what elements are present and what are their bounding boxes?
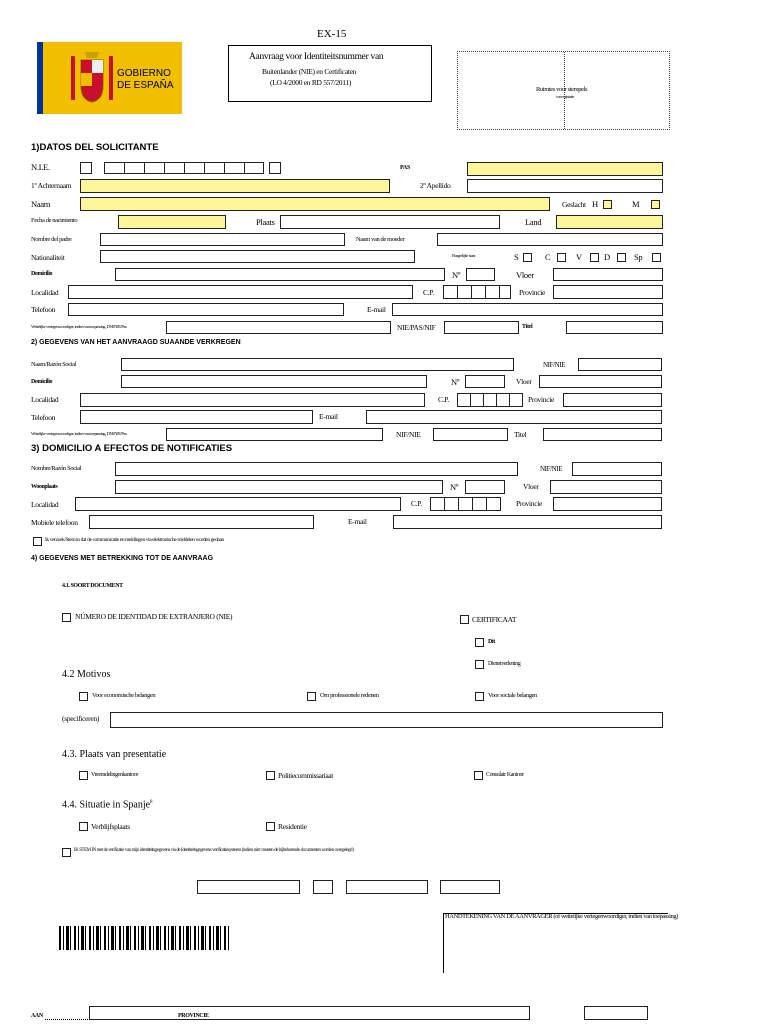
date-year-input[interactable] — [440, 880, 500, 894]
nie-pas-nif-label: NIE/PAS/NIF — [397, 323, 436, 332]
staat-sp-label: Sp — [634, 252, 643, 262]
s3-email-input[interactable] — [393, 515, 662, 529]
motivo-economisch-checkbox[interactable] — [79, 692, 88, 701]
date-day-input[interactable] — [313, 880, 333, 894]
s2-provincie-label: Provincie — [528, 395, 555, 404]
geslacht-m-checkbox[interactable] — [651, 200, 660, 209]
achternaam-input[interactable] — [80, 179, 390, 193]
naam-moeder-input[interactable] — [437, 233, 663, 246]
s2-naam-input[interactable] — [121, 358, 514, 371]
naam-label: Naam — [31, 199, 51, 209]
staat-s-checkbox[interactable] — [523, 253, 532, 262]
instemming-checkbox[interactable] — [62, 848, 71, 857]
footer-right-label: PROVINCIE — [178, 1013, 209, 1019]
signature-box[interactable] — [443, 913, 668, 973]
s2-no-label: Nº — [451, 377, 460, 387]
no-label: Nº — [452, 270, 461, 280]
cert-b-checkbox[interactable] — [475, 660, 484, 669]
s2-email-label: E-mail — [319, 412, 338, 421]
vloer-label: Vloer — [516, 270, 534, 280]
geboortedatum-input[interactable] — [118, 215, 226, 229]
geslacht-h-checkbox[interactable] — [603, 200, 612, 209]
stamp-sublabel: voor registratie — [556, 94, 574, 99]
apellido2-input[interactable] — [467, 179, 663, 193]
titel-input[interactable] — [566, 321, 663, 334]
cert-b-label: Dienstverlening — [488, 661, 521, 667]
s3-localidad-input[interactable] — [75, 497, 401, 511]
s3-localidad-label: Localidad — [31, 500, 59, 509]
stamp-box — [457, 51, 670, 130]
nie-option-label: NÚMERO DE IDENTIDAD DE EXTRANJERO (NIE) — [75, 612, 233, 621]
nie-label: N.I.E. — [31, 162, 50, 172]
header-line1: Aanvraag voor Identiteitsnummer van — [249, 52, 384, 62]
footer-extra-box[interactable] — [584, 1006, 648, 1020]
motivo-professioneel-label: Om professionele redenen — [320, 692, 379, 699]
motivo-sociaal-checkbox[interactable] — [475, 692, 484, 701]
form-code: EX-15 — [317, 28, 347, 40]
situatie-text: 4.4. Situatie in Spanje — [62, 799, 151, 811]
naam-moeder-label: Naam van de moeder — [356, 236, 405, 243]
staat-sp-checkbox[interactable] — [652, 253, 661, 262]
s2-naam-label: Naam/Razón Social — [31, 361, 77, 368]
provincie-label: Provincie — [519, 288, 546, 297]
motivo-economisch-label: Voor economische belangen — [92, 692, 156, 699]
situatie-label: 4.4. Situatie in Spanje$^8$ — [62, 799, 153, 811]
situatie-verblijf-checkbox[interactable] — [79, 822, 88, 831]
header-line3: (LO 4/2000 en RD 557/2011) — [270, 78, 352, 87]
plaats-presentatie-label: 4.3. Plaats van presentatie — [62, 749, 167, 760]
cert-a-checkbox[interactable] — [475, 638, 484, 647]
presentatie-vreemdelingen-checkbox[interactable] — [79, 771, 88, 780]
specificeren-input[interactable] — [110, 712, 663, 728]
logo-line1: GOBIERNO — [117, 68, 171, 79]
email-label: E-mail — [367, 305, 386, 314]
s3-mobiel-input[interactable] — [89, 515, 314, 529]
s2-localidad-input[interactable] — [80, 393, 425, 407]
s2-localidad-label: Localidad — [31, 395, 59, 404]
s2-nif-nie2-input[interactable] — [433, 428, 508, 441]
s3-no-input[interactable] — [465, 480, 505, 494]
header-title-box — [228, 45, 432, 102]
geslacht-m-label: M — [632, 199, 640, 209]
nationaliteit-label: Nationaliteit — [31, 253, 65, 262]
nie-number-input[interactable] — [104, 162, 264, 174]
s2-vloer-input[interactable] — [539, 375, 662, 388]
plaats-input[interactable] — [280, 215, 500, 229]
presentatie-consulair-label: Consulair Kantoor — [486, 772, 524, 778]
s2-domicilio-label: Domicilio — [31, 379, 53, 385]
specificeren-label: (specificeren) — [62, 714, 100, 723]
apellido2-label: 2º Apellido — [420, 181, 451, 190]
email-input[interactable] — [392, 303, 663, 316]
pas-label: PAS — [400, 165, 410, 171]
telefoon-label: Telefoon — [31, 305, 56, 314]
domicilio-label: Domicilio — [31, 271, 53, 277]
s2-nif-nie-label: NIF/NIE — [543, 361, 566, 369]
date-month-input[interactable] — [346, 880, 428, 894]
motivo-sociaal-label: Voor sociale belangen — [488, 692, 537, 699]
vloer-input[interactable] — [553, 268, 663, 281]
presentatie-vreemdelingen-label: Vreemdelingenkantoor — [91, 772, 138, 778]
s2-telefoon-input[interactable] — [80, 410, 313, 424]
nationaliteit-input[interactable] — [100, 250, 415, 263]
s2-wettelijke-input[interactable] — [166, 428, 383, 441]
s2-cp-input[interactable] — [457, 393, 523, 407]
certificaat-label: CERTIFICAAT — [472, 615, 517, 624]
s2-no-input[interactable] — [465, 375, 505, 388]
staat-s-label: S — [514, 252, 519, 262]
section3-title: 3) DOMICILIO A EFECTOS DE NOTIFICATIES — [31, 443, 233, 454]
s3-naam-label: Nombre/Razón Social — [31, 465, 81, 472]
section1-title: 1)DATOS DEL SOLICITANTE — [31, 142, 159, 153]
footer-left-label: AAN — [31, 1013, 43, 1019]
s2-telefoon-label: Telefoon — [31, 413, 56, 422]
motivo-professioneel-checkbox[interactable] — [307, 692, 316, 701]
provincie-input[interactable] — [553, 285, 663, 299]
s3-vloer-input[interactable] — [550, 480, 662, 494]
presentatie-consulair-checkbox[interactable] — [474, 771, 483, 780]
staat-c-label: C — [545, 252, 551, 262]
s2-titel-label: Titel — [514, 430, 527, 439]
s2-email-input[interactable] — [366, 410, 662, 424]
naam-input[interactable] — [80, 197, 550, 211]
nie-pas-nif-input[interactable] — [444, 321, 519, 334]
logo-stripe — [37, 42, 43, 114]
staat-c-checkbox[interactable] — [557, 253, 566, 262]
staat-d-label: D — [604, 252, 610, 262]
land-input[interactable] — [556, 215, 663, 229]
geboortedatum-label: Fecha de nacimiento — [31, 217, 78, 224]
cp-label: C.P. — [423, 288, 434, 297]
barcode-icon — [59, 926, 231, 950]
geslacht-label: Geslacht — [562, 200, 586, 209]
s2-domicilio-input[interactable] — [121, 375, 427, 388]
s3-mobiel-label: Mobiele telefoon — [31, 518, 78, 527]
land-label: Land — [525, 217, 542, 227]
document-type-subtitle: 4.1. SOORT DOCUMENT — [62, 583, 123, 589]
achternaam-label: 1º Achternaam — [31, 181, 72, 190]
nombre-padre-input[interactable] — [100, 233, 345, 246]
s3-vloer-label: Vloer — [523, 482, 539, 491]
wettelijke-label: Wettelijke vertegenwoordiger, indien van toepassing, DNI/NIE/Pas — [31, 324, 127, 329]
s2-vloer-label: Vloer — [516, 377, 532, 386]
certificaat-checkbox[interactable] — [460, 615, 469, 624]
staat-v-checkbox[interactable] — [590, 253, 599, 262]
pas-input[interactable] — [467, 162, 663, 176]
titel-label: Titel — [522, 324, 533, 330]
signature-label: HANDTEKENING VAN DE AANVRAGER (of wettelijke vertegenwoordiger, indien van toepassing) — [445, 913, 678, 920]
consent-checkbox[interactable] — [33, 537, 42, 546]
localidad-input[interactable] — [68, 285, 413, 299]
nie-control-box[interactable] — [269, 162, 281, 174]
nombre-padre-label: Nombre del padre — [31, 236, 72, 243]
s3-provincie-input[interactable] — [553, 497, 662, 511]
footer-dotted-line — [45, 1019, 90, 1020]
localidad-label: Localidad — [31, 288, 59, 297]
s3-nif-nie-label: NIF/NIE — [540, 465, 563, 473]
s2-provincie-input[interactable] — [563, 393, 662, 407]
section2-title: 2) GEGEVENS VAN HET AANVRAAGD SUAANDE VERKREGEN — [31, 339, 241, 346]
nie-option-checkbox[interactable] — [62, 613, 71, 622]
stamp-label: Ruimtes voor stempels — [536, 86, 588, 93]
s3-woonplaats-label: Woonplaats — [31, 484, 58, 490]
s3-provincie-label: Provincie — [516, 499, 543, 508]
nie-letter-box[interactable] — [80, 162, 92, 174]
cert-a-label: Dit — [488, 639, 495, 645]
date-place-input[interactable] — [197, 880, 300, 894]
s3-naam-input[interactable] — [115, 462, 518, 476]
s2-nif-nie2-label: NIF/NIE — [396, 430, 421, 439]
s2-wettelijke-label: Wettelijke vertegenwoordiger, indien van toepassing, DNI/NIE/Pas — [31, 431, 127, 436]
geslacht-h-label: H — [592, 199, 598, 209]
footer-province-box[interactable] — [89, 1006, 530, 1020]
s2-nif-nie-input[interactable] — [578, 358, 662, 371]
s3-no-label: Nº — [450, 482, 459, 492]
government-logo — [37, 42, 182, 114]
domicilio-input[interactable] — [115, 268, 445, 281]
plaats-label: Plaats — [256, 217, 275, 227]
telefoon-input[interactable] — [68, 303, 344, 316]
staat-d-checkbox[interactable] — [617, 253, 626, 262]
header-line2: Buitenlander (NIE) en Certificaten — [262, 67, 357, 76]
wettelijke-input[interactable] — [166, 321, 391, 334]
presentatie-politie-label: Politiecommissariaat — [278, 771, 333, 780]
situatie-verblijf-label: Verblijfsplaats — [91, 822, 130, 831]
situatie-residentie-label: Residentie — [278, 822, 307, 831]
s3-nif-nie-input[interactable] — [572, 462, 662, 476]
s3-woonplaats-input[interactable] — [115, 480, 443, 494]
staat-v-label: V — [576, 252, 582, 262]
cp-input[interactable] — [443, 285, 511, 299]
situatie-residentie-checkbox[interactable] — [266, 822, 275, 831]
instemming-label: IK STEM IN met de verificatie van mijn identiteitsgegevens via de Identiteitsgegevens verificatiesysteem (indien niet: moeten de bijbehorende documenten worden overgelegd) — [74, 848, 354, 853]
s3-email-label: E-mail — [348, 517, 367, 526]
s2-cp-label: C.P. — [438, 395, 449, 404]
motivos-label: 4.2 Motivos — [62, 669, 111, 680]
s2-titel-input[interactable] — [543, 428, 662, 441]
s3-cp-label: C.P. — [411, 499, 422, 508]
s3-cp-input[interactable] — [430, 497, 501, 511]
logo-line2: DE ESPAÑA — [117, 80, 174, 91]
section4-title: 4) GEGEVENS MET BETREKKING TOT DE AANVRAAG — [31, 555, 214, 562]
presentatie-politie-checkbox[interactable] — [266, 771, 275, 780]
coat-of-arms-icon — [67, 48, 117, 108]
burgerlijke-label: Burgerlijke staat — [452, 253, 475, 258]
no-input[interactable] — [466, 268, 495, 281]
consent-label: Ik verzoek/Stem in dat de communicatie en meldingen via elektronische middelen worden gedaan — [45, 537, 224, 543]
